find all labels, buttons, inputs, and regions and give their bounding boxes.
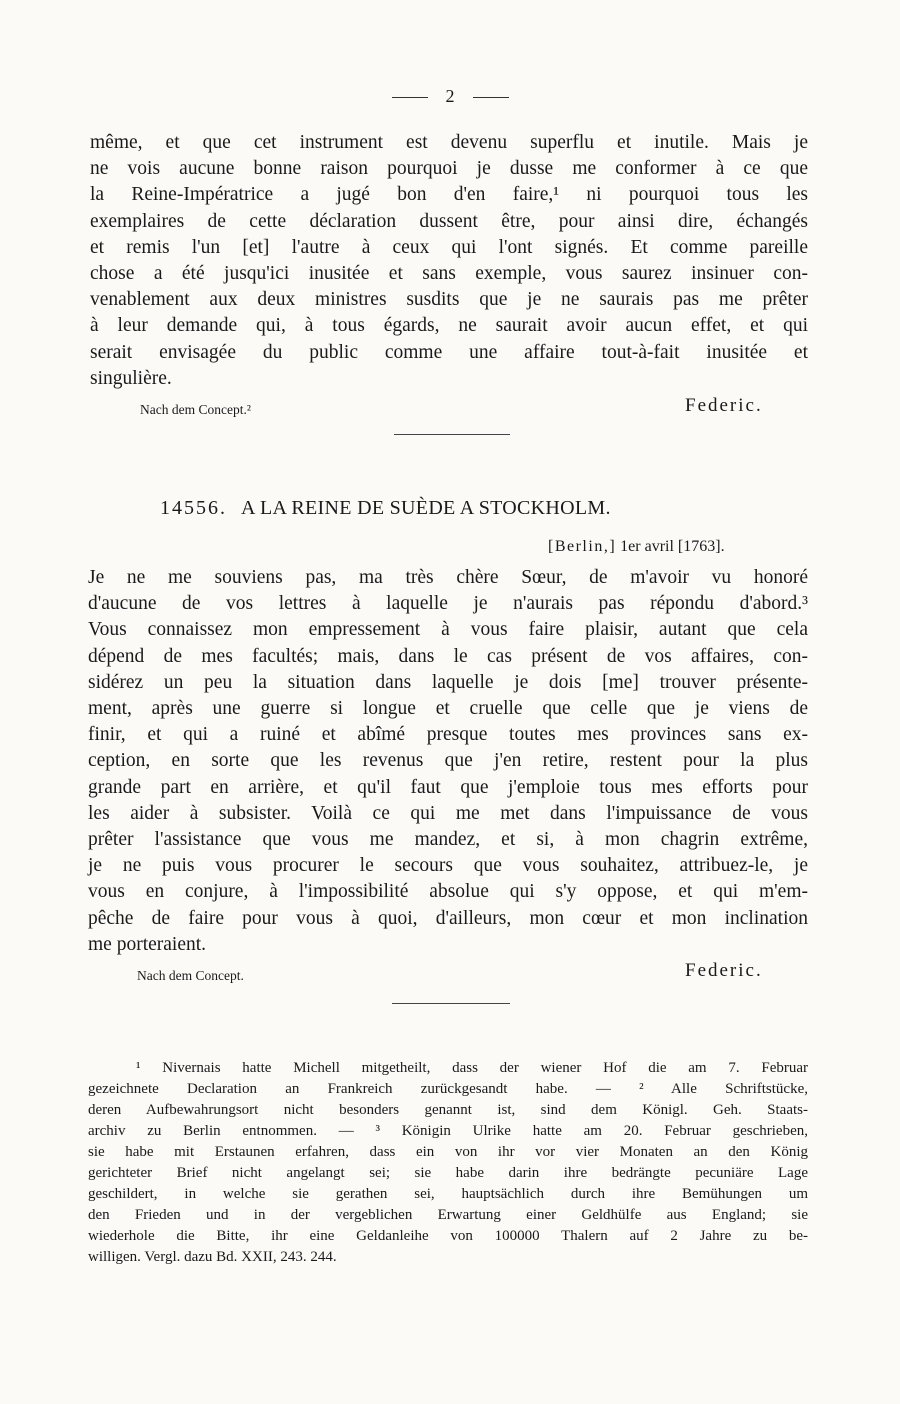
footnote-line: sie habe mit Erstaunen erfahren, dass ein von ihr vor vier Monaten an den König — [88, 1144, 808, 1160]
letter2-heading — [160, 497, 800, 520]
letter2-line: sidérez un peu la situation dans laquelle je dois [me] trouver présente- — [88, 671, 808, 693]
letter-title: A LA REINE DE SUÈDE A STOCKHOLM. — [241, 497, 611, 519]
letter2-line: d'aucune de vos lettres à laquelle je n'aurais pas répondu d'abord.³ — [88, 593, 808, 615]
page-number-dash-right — [473, 97, 509, 98]
letter2-signature: Federic. — [685, 960, 763, 981]
letter2-line: ception, en sorte que les revenus que j'en retire, restent pour la plus — [88, 750, 808, 772]
letter1-line: exemplaires de cette déclaration dussent être, pour ainsi dire, échangés — [90, 210, 808, 232]
section-divider — [394, 434, 510, 435]
footnote-line: deren Aufbewahrungsort nicht besonders genannt ist, sind dem Königl. Geh. Staats- — [88, 1102, 808, 1118]
letter2-line: je ne puis vous procurer le secours que vous souhaitez, attribuez-le, je — [88, 855, 808, 877]
footnotes — [88, 1058, 808, 1268]
letter2-dateline — [548, 538, 725, 556]
footnote-line: gezeichnete Declaration an Frankreich zurückgesandt habe. — ² Alle Schriftstücke, — [88, 1081, 808, 1097]
letter1-line: serait envisagée du public comme une affaire tout-à-fait inusitée et — [90, 341, 808, 363]
footnote-line: gerichteter Brief nicht angelangt sei; sie habe darin ihre bedrängte pecuniäre Lage — [88, 1165, 808, 1181]
letter-date: 1er avril [1763]. — [620, 538, 725, 555]
letter2-line: ment, après une guerre si longue et cruelle que celle que je viens de — [88, 698, 808, 720]
letter2-line: grande part en arrière, et qu'il faut que j'emploie tous mes efforts pour — [88, 776, 808, 798]
letter2-line: dépend de mes facultés; mais, dans le cas présent de vos affaires, con- — [88, 645, 808, 667]
letter2-body — [88, 565, 808, 958]
letter2-line: Je ne me souviens pas, ma très chère Sœur, de m'avoir vu honoré — [88, 567, 808, 588]
letter1-line: ne vois aucune bonne raison pourquoi je dusse me conformer à ce que — [90, 158, 808, 180]
letter2-line: prêter l'assistance que vous me mandez, et si, à mon chagrin extrême, — [88, 829, 808, 851]
letter2-line: Vous connaissez mon empressement à vous faire plaisir, autant que cela — [88, 619, 808, 641]
letter1-body — [90, 130, 808, 392]
footnote-divider — [392, 1003, 510, 1004]
letter2-line: vous en conjure, à l'impossibilité absolue qui s'y oppose, et qui m'em- — [88, 881, 808, 903]
letter2-source-note: Nach dem Concept. — [137, 968, 244, 983]
page-number: 2 — [0, 86, 900, 107]
letter1-line: singulière. — [90, 367, 172, 389]
footnote-line: willigen. Vergl. dazu Bd. XXII, 243. 244. — [88, 1249, 337, 1265]
footnote-line: geschildert, in welche sie gerathen sei, hauptsächlich durch ihre Bemühungen um — [88, 1186, 808, 1202]
footnote-line: wiederhole die Bitte, ihr eine Geldanleihe von 100000 Thalern auf 2 Jahre zu be- — [88, 1228, 808, 1244]
letter1-source-note: Nach dem Concept.² — [140, 402, 251, 417]
letter1-signature: Federic. — [685, 395, 763, 416]
letter2-line: me porteraient. — [88, 933, 207, 955]
letter1-line: venablement aux deux ministres susdits que je ne saurais pas me prêter — [90, 289, 808, 311]
letter2-line: les aider à subsister. Voilà ce qui me met dans l'impuissance de vous — [88, 802, 808, 824]
letter1-line: à leur demande qui, à tous égards, ne saurait avoir aucun effet, et qui — [90, 315, 808, 337]
letter1-line: même, et que cet instrument est devenu superflu et inutile. Mais je — [90, 132, 808, 153]
letter2-line: pêche de faire pour vous à quoi, d'ailleurs, mon cœur et mon inclination — [88, 907, 808, 929]
footnote-line: ¹ Nivernais hatte Michell mitgetheilt, dass der wiener Hof die am 7. Februar — [136, 1060, 808, 1076]
letter1-line: chose a été jusqu'ici inusitée et sans exemple, vous saurez insinuer con- — [90, 263, 808, 285]
letter-number: 14556. — [160, 497, 227, 519]
page-number-dash-left — [392, 97, 428, 98]
letter1-line: et remis l'un [et] l'autre à ceux qui l'ont signés. Et comme pareille — [90, 236, 808, 258]
footnote-line: den Frieden und in der vergeblichen Erwartung einer Geldhülfe aus England; sie — [88, 1207, 808, 1223]
footnote-line: archiv zu Berlin entnommen. — ³ Königin Ulrike hatte am 20. Februar geschrieben, — [88, 1123, 808, 1139]
letter1-line: la Reine-Impératrice a jugé bon d'en faire,¹ ni pourquoi tous les — [90, 184, 808, 206]
letter-place: [Berlin,] — [548, 538, 617, 555]
letter2-line: finir, et qui a ruiné et abîmé presque toutes mes provinces sans ex- — [88, 724, 808, 746]
